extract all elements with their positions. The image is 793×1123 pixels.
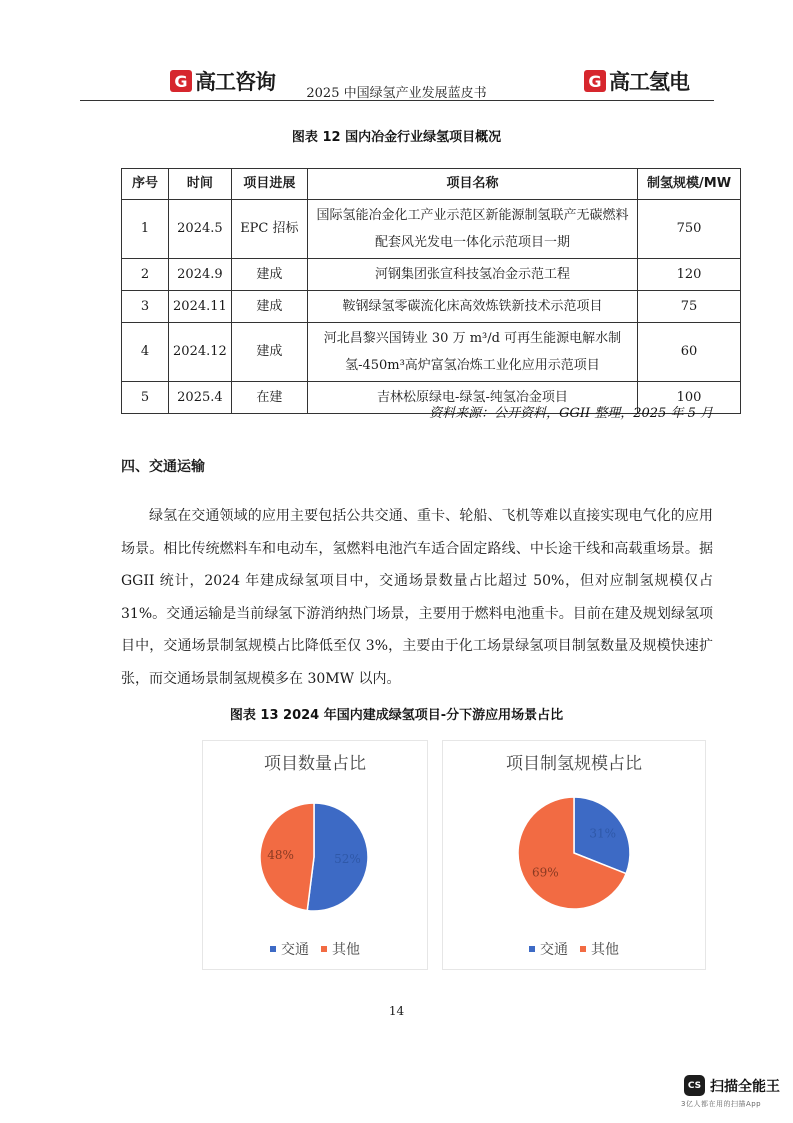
body-paragraph: 绿氢在交通领域的应用主要包括公共交通、重卡、轮船、飞机等难以直接实现电气化的应用场景。相比传统燃料车和电动车，氢燃料电池汽车适合固定路线、中长途干线和高载重场景。据 GGII 统计，2024 年建成绿氢项目中，交通场景数量占比超过 50%，但对应制氢规模仅占 31%。交通运输是当前绿氢下游消纳热门场景，主要用于燃料电池重卡。目前在建及规划绿氢项目中，交通场景制氢规模占比降低至仅 3%，主要由于化工场景绿氢项目制氢数量及规模快速扩张，而交通场景制氢规模多在 30MW 以内。 xyxy=(121,508,713,687)
cell-status: 建成 xyxy=(231,259,307,291)
scanner-watermark xyxy=(684,1075,780,1096)
cell-name: 河钢集团张宣科技氢冶金示范工程 xyxy=(307,259,637,291)
header-divider xyxy=(80,100,714,101)
cell-no: 5 xyxy=(122,382,169,414)
table-header-row xyxy=(122,169,741,200)
cell-status: 建成 xyxy=(231,323,307,382)
legend-label: 其他 xyxy=(332,942,360,958)
cell-time: 2024.9 xyxy=(168,259,231,291)
col-header-scale: 制氢规模/MW xyxy=(638,169,741,200)
metallurgy-projects-table xyxy=(121,168,741,414)
running-header-title: 2025 中国绿氢产业发展蓝皮书 xyxy=(306,86,487,101)
legend-item-other xyxy=(580,939,619,959)
col-header-status: 项目进展 xyxy=(231,169,307,200)
scanner-tagline: 3亿人都在用的扫描App xyxy=(681,1100,762,1108)
col-header-no: 序号 xyxy=(122,169,169,200)
logo-mark: G xyxy=(584,70,606,92)
pie-chart-project-count xyxy=(202,740,428,970)
col-header-time: 时间 xyxy=(168,169,231,200)
legend-label: 交通 xyxy=(540,942,568,958)
col-header-name: 项目名称 xyxy=(307,169,637,200)
cell-no: 3 xyxy=(122,291,169,323)
figure-caption: 图表 13 2024 年国内建成绿氢项目-分下游应用场景占比 xyxy=(229,708,564,723)
cell-scale: 120 xyxy=(638,259,741,291)
cell-name: 鞍钢绿氢零碳流化床高效炼铁新技术示范项目 xyxy=(307,291,637,323)
cell-time: 2025.4 xyxy=(168,382,231,414)
section-heading: 四、交通运输 xyxy=(121,459,205,475)
pie-svg xyxy=(443,741,707,941)
legend-swatch-other xyxy=(321,946,327,952)
legend-item-transport xyxy=(529,939,568,959)
cell-status: 建成 xyxy=(231,291,307,323)
cell-no: 2 xyxy=(122,259,169,291)
cell-status: 在建 xyxy=(231,382,307,414)
cell-scale: 60 xyxy=(638,323,741,382)
logo-gaogong-hydrogen xyxy=(584,66,689,96)
cell-time: 2024.5 xyxy=(168,200,231,259)
legend-label: 其他 xyxy=(591,942,619,958)
scanner-logo-icon: CS xyxy=(684,1075,705,1096)
logo-text: 高工咨询 xyxy=(195,70,275,94)
table-row xyxy=(122,323,741,382)
chart-title: 项目数量占比 xyxy=(264,754,366,774)
cell-no: 4 xyxy=(122,323,169,382)
cell-time: 2024.12 xyxy=(168,323,231,382)
logo-mark: G xyxy=(170,70,192,92)
cell-scale: 100 xyxy=(638,382,741,414)
cell-time: 2024.11 xyxy=(168,291,231,323)
data-label-other: 69% xyxy=(531,865,559,880)
cell-name: 国际氢能冶金化工产业示范区新能源制氢联产无碳燃料配套风光发电一体化示范项目一期 xyxy=(307,200,637,259)
cell-name: 吉林松原绿电-绿氢-纯氢冶金项目 xyxy=(307,382,637,414)
pie-svg xyxy=(203,741,429,941)
chart-title: 项目制氢规模占比 xyxy=(506,754,642,774)
cell-status: EPC 招标 xyxy=(231,200,307,259)
page-number: 14 xyxy=(388,1004,405,1018)
legend-item-transport xyxy=(270,939,309,959)
scanner-name: 扫描全能王 xyxy=(710,1078,780,1095)
legend-item-other xyxy=(321,939,360,959)
data-label-transport: 31% xyxy=(589,826,617,841)
cell-no: 1 xyxy=(122,200,169,259)
pie-chart-hydrogen-scale xyxy=(442,740,706,970)
table-row xyxy=(122,259,741,291)
legend-swatch-transport xyxy=(529,946,535,952)
chart-legend xyxy=(443,939,705,959)
data-label-other: 48% xyxy=(267,847,294,862)
table-source-note: 资料来源：公开资料，GGII 整理，2025 年 5 月 xyxy=(429,406,713,421)
legend-swatch-transport xyxy=(270,946,276,952)
logo-text: 高工氢电 xyxy=(609,70,689,94)
table-row xyxy=(122,200,741,259)
chart-legend xyxy=(203,939,427,959)
table-row xyxy=(122,291,741,323)
table-caption: 图表 12 国内冶金行业绿氢项目概况 xyxy=(291,130,502,145)
legend-label: 交通 xyxy=(281,942,309,958)
cell-scale: 75 xyxy=(638,291,741,323)
legend-swatch-other xyxy=(580,946,586,952)
cell-name: 河北昌黎兴国铸业 30 万 m³/d 可再生能源电解水制氢-450m³高炉富氢冶炼工业化应用示范项目 xyxy=(307,323,637,382)
data-label-transport: 52% xyxy=(334,852,361,867)
cell-scale: 750 xyxy=(638,200,741,259)
